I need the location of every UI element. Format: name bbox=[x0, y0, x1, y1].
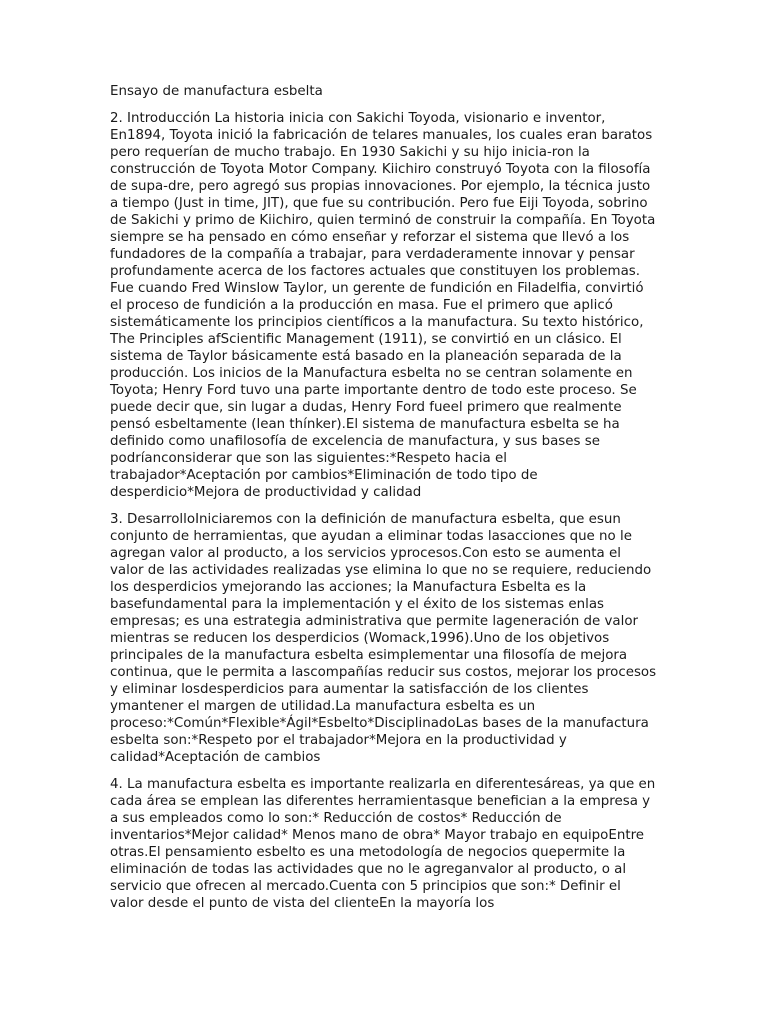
paragraph-desarrollo: 3. DesarrolloIniciaremos con la definición de manufactura esbelta, que esun conjunto de herramientas, que ayudan a eliminar todas lasacciones que no le agregan valor al producto, a los servicios yprocesos.Con esto se aumenta el valor de las actividades realizadas yse elimina lo que no se requiere, reduciendo los desperdicios ymejorando las acciones; la Manufactura Esbelta es la basefundamental para la implementación y el éxito de los sistemas enlas empresas; es una estrategia administrativa que permite lageneración de valor mientras se reducen los desperdicios (Womack,1996).Uno de los objetivos principales de la manufactura esbelta esimplementar una filosofía de mejora continua, que le permita a lascompañías reducir sus costos, mejorar los procesos y eliminar losdesperdicios para aumentar la satisfacción de los clientes ymantener el margen de utilidad.La manufactura esbelta es un proceso:*Común*Flexible*Ágil*Esbelto*DisciplinadoLas bases de la manufactura esbelta son:*Respeto por el trabajador*Mejora en la productividad y calidad*Aceptación de cambios bbox=[110, 512, 657, 765]
document-title: Ensayo de manufactura esbelta bbox=[110, 84, 323, 99]
paragraph-introduccion: 2. Introducción La historia inicia con Sakichi Toyoda, visionario e inventor, En1894, Toyota inició la fabricación de telares manuales, los cuales eran baratos pero requerían de mucho trabajo. En 1930 Sakichi y su hijo inicia-ron la construcción de Toyota Motor Company. Kiichiro construyó Toyota con la filosofía de supa-dre, pero agregó sus propias innovaciones. Por ejemplo, la técnica justo a tiempo (Just in time, JIT), que fue su contribución. Pero fue Eiji Toyoda, sobrino de Sakichi y primo de Kiichiro, quien terminó de construir la compañía. En Toyota siempre se ha pensado en cómo enseñar y reforzar el sistema que llevó a los fundadores de la compañía a trabajar, para verdaderamente innovar y pensar profundamente acerca de los factores actuales que constituyen los problemas. Fue cuando Fred Winslow Taylor, un gerente de fundición en Filadelfia, convirtió el proceso de fundición a la producción en masa. Fue el primero que aplicó sistemáticamente los principios científicos a la manufactura. Su texto histórico, The PrincipIes afScientific Management (1911), se convirtió en un clásico. El sistema de Taylor básicamente está basado en la planeación separada de la producción. Los inicios de la Manufactura esbelta no se centran solamente en Toyota; Henry Ford tuvo una parte importante dentro de todo este proceso. Se puede decir que, sin lugar a dudas, Henry Ford fueel primero que realmente pensó esbeltamente (lean thínker).El sistema de manufactura esbelta se ha definido como unafilosofía de excelencia de manufactura, y sus bases se podríanconsiderar que son las siguientes:*Respeto hacia el trabajador*Aceptación por cambios*Eliminación de todo tipo de desperdicio*Mejora de productividad y calidad bbox=[110, 111, 656, 500]
document-page bbox=[110, 83, 658, 922]
paragraph-importancia: 4. La manufactura esbelta es importante realizarla en diferentesáreas, ya que en cada área se emplean las diferentes herramientasque benefician a la empresa y a sus empleados como lo son:* Reducción de costos* Reducción de inventarios*Mejor calidad* Menos mano de obra* Mayor trabajo en equipoEntre otras.El pensamiento esbelto es una metodología de negocios quepermite la eliminación de todas las actividades que no le agreganvalor al producto, o al servicio que ofrecen al mercado.Cuenta con 5 principios que son:* Definir el valor desde el punto de vista del clienteEn la mayoría los bbox=[110, 777, 656, 911]
